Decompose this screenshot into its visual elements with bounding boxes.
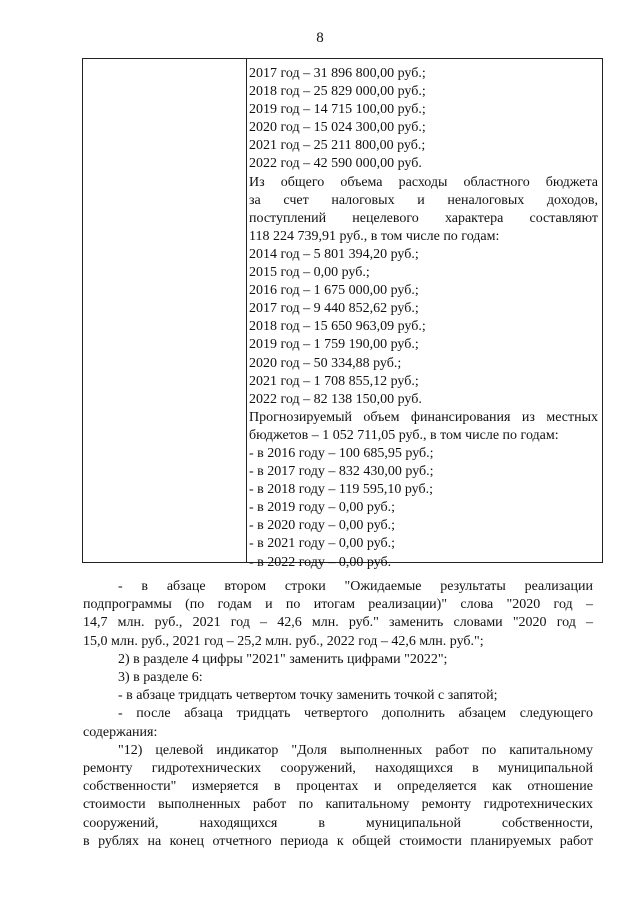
- table-line: 2017 год – 9 440 852,62 руб.;: [249, 301, 419, 317]
- paragraph-line: 3) в разделе 6:: [118, 670, 203, 686]
- amendment-text: [83, 578, 593, 851]
- table-line: за счет налоговых и неналоговых доходов,: [249, 192, 598, 208]
- table-line: 2017 год – 31 896 800,00 руб.;: [249, 66, 426, 81]
- table-line: 2021 год – 1 708 855,12 руб.;: [249, 373, 419, 389]
- paragraph-line: сооружений, находящихся в муниципальной собственности,: [83, 815, 593, 831]
- paragraph-line: 14,7 млн. руб., 2021 год – 42,6 млн. руб." заменить словами "2020 год –: [83, 615, 593, 631]
- table-line: - в 2019 году – 0,00 руб.;: [249, 500, 396, 516]
- paragraph-line: - в абзаце тридцать четвертом точку заменить точкой с запятой;: [118, 688, 498, 704]
- paragraph-line: стоимости выполненных работ по капитальному ремонту гидротехнических: [83, 797, 593, 813]
- page-number: 8: [316, 30, 324, 46]
- table-line: 2021 год – 25 211 800,00 руб.;: [249, 138, 426, 154]
- paragraph-line: - после абзаца тридцать четвертого дополнить абзацем следующего: [118, 706, 593, 722]
- table-line: 2015 год – 0,00 руб.;: [249, 265, 370, 281]
- paragraph-line: 15,0 млн. руб., 2021 год – 25,2 млн. руб., 2022 год – 42,6 млн. руб.";: [83, 633, 484, 649]
- table-line: 2022 год – 82 138 150,00 руб.: [249, 391, 422, 407]
- paragraph-line: - в абзаце втором строки "Ожидаемые результаты реализации: [118, 579, 593, 594]
- table-line: поступлений нецелевого характера составляют: [249, 210, 598, 226]
- table-line: 2018 год – 15 650 963,09 руб.;: [249, 319, 426, 335]
- table-line: - в 2016 году – 100 685,95 руб.;: [249, 445, 434, 461]
- paragraph-line: содержания:: [83, 724, 158, 740]
- table-line: 2016 год – 1 675 000,00 руб.;: [249, 283, 419, 299]
- paragraph-line: ремонту гидротехнических сооружений, находящихся в муниципальной: [83, 761, 593, 777]
- table-line: 2014 год – 5 801 394,20 руб.;: [249, 246, 419, 262]
- table-line: - в 2021 году – 0,00 руб.;: [249, 536, 396, 552]
- financing-table: [82, 58, 603, 570]
- table-line: 2020 год – 50 334,88 руб.;: [249, 355, 402, 371]
- paragraph-line: подпрограммы (по годам и по итогам реализации)" слова "2020 год –: [83, 597, 593, 613]
- table-line: 118 224 739,91 руб., в том числе по годам:: [249, 228, 500, 244]
- paragraph-line: "12) целевой индикатор "Доля выполненных работ по капитальному: [118, 742, 593, 758]
- table-line: Прогнозируемый объем финансирования из местных: [249, 409, 598, 425]
- table-line: 2018 год – 25 829 000,00 руб.;: [249, 84, 426, 100]
- table-line: - в 2018 году – 119 595,10 руб.;: [249, 482, 434, 498]
- table-column-divider: [246, 59, 247, 562]
- paragraph-line: 2) в разделе 4 цифры "2021" заменить цифрами "2022";: [118, 651, 448, 667]
- table-line: - в 2020 году – 0,00 руб.;: [249, 518, 396, 534]
- table-line: бюджетов – 1 052 711,05 руб., в том числе по годам:: [249, 427, 559, 443]
- table-line: 2020 год – 15 024 300,00 руб.;: [249, 120, 426, 136]
- table-line: Из общего объема расходы областного бюджета: [249, 174, 598, 190]
- table-right-cell: [249, 65, 598, 572]
- paragraph-line: собственности" измеряется в процентах и определяется как отношение: [83, 779, 593, 795]
- table-line: 2022 год – 42 590 000,00 руб.: [249, 156, 422, 172]
- table-line: 2019 год – 1 759 190,00 руб.;: [249, 337, 419, 353]
- table-line: 2019 год – 14 715 100,00 руб.;: [249, 102, 426, 118]
- table-line: - в 2017 году – 832 430,00 руб.;: [249, 464, 434, 480]
- table-line: - в 2022 году – 0,00 руб.: [249, 554, 392, 570]
- paragraph-line: в рублях на конец отчетного периода к общей стоимости планируемых работ: [83, 833, 593, 849]
